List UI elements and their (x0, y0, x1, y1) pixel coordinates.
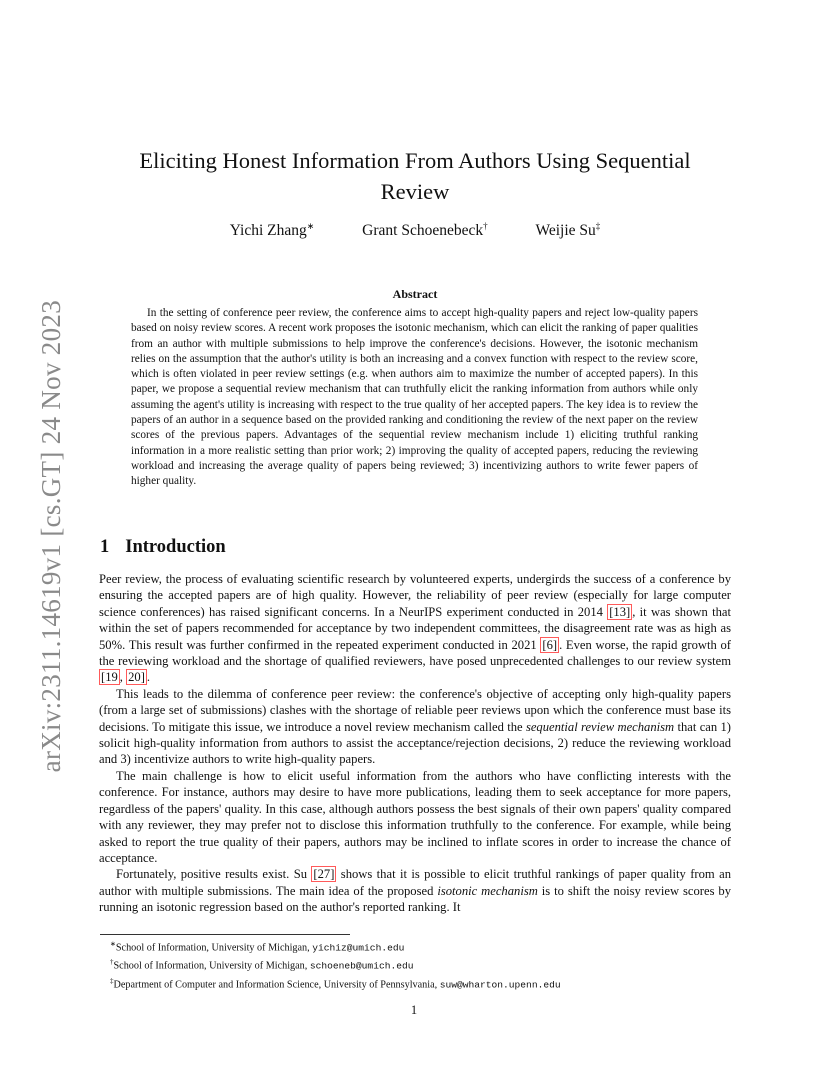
author-footnote-mark: ∗ (306, 221, 315, 231)
section-title: Introduction (125, 537, 226, 557)
abstract-text: In the setting of conference peer review, the conference aims to accept high-quality papers and reject low-quality papers based on noisy review scores. A recent work proposes the isotonic mechanism, which can elicit the ranking of paper qualities from an author with multiple submissions to help improve the conference's decisions. However, the isotonic mechanism relies on the assumption that the author's utility is both an increasing and a convex function with respect to the review score, which is often violated in peer review settings (e.g. when authors aim to maximize the number of accepted papers). In this paper, we propose a sequential review mechanism that can truthfully elicit the ranking information from authors while only assuming the agent's utility is increasing with respect to the true quality of her accepted papers. The key idea is to review the papers of an author in a sequence based on the provided ranking and conditioning the review of the next paper on the review scores of the previous papers. Advantages of the sequential review mechanism include 1) eliciting truthful ranking information in a more realistic setting than prior work; 2) improving the quality of accepted papers, reducing the reviewing workload and increasing the average quality of papers being reviewed; 3) incentivizing authors to write fewer papers of higher quality. (131, 307, 698, 488)
footnote-text: School of Information, University of Michigan, (113, 960, 310, 972)
author-2 (362, 222, 487, 239)
author-3 (535, 222, 600, 239)
footnotes (110, 937, 730, 992)
text-run: Peer review, the process of evaluating scientific research by volunteered experts, undergirds the success of a conference by ensuring the accepted papers are of high quality. However, the reliability of peer review (especially for large computer science conferences) has raised significant concerns. In a NeurIPS experiment conducted in 2014 (99, 572, 731, 619)
email-address: yichiz@umich.edu (312, 942, 405, 954)
footnote-mark: † (110, 958, 114, 967)
citation-link[interactable]: [27] (313, 867, 335, 882)
text-run: , (119, 670, 127, 685)
author-list (100, 221, 730, 240)
email-address: schoeneb@umich.edu (309, 960, 414, 972)
paragraph-3: The main challenge is how to elicit useful information from the authors who have conflicting interests with the conference. For instance, authors may desire to have more publications, leading them to seek acceptance for more papers, regardless of the papers' quality. In this case, although authors possess the best signals of their own papers' quality compared with any reviewer, they may prefer not to disclose this information truthfully to the conference. For example, while being asked to report the true quality of their papers, authors may be inclined to inflate scores in order to increase the chance of acceptance. (99, 768, 731, 865)
author-footnote-mark: † (483, 221, 488, 231)
text-run: shows that it is possible to elicit truthful rankings of paper quality from an author with multiple submissions. The main idea of the proposed (99, 867, 731, 898)
paper-title (100, 145, 730, 207)
text-run: that can 1) solicit high-quality information from authors to assist the acceptance/rejection decisions, 2) reduce the reviewing workload and 3) incentivize authors to write high-quality papers. (99, 719, 731, 767)
emphasis-term: sequential review mechanism (525, 719, 675, 734)
page-number: 1 (410, 1003, 418, 1017)
citation-link[interactable]: 20] (128, 670, 145, 685)
text-run: is to shift the noisy review scores by running an isotonic regression based on the author's reported ranking. It (99, 883, 732, 915)
footnote (110, 974, 730, 992)
citation-link[interactable]: [6] (542, 637, 558, 652)
title-line-2: Review (380, 179, 450, 204)
footnote (110, 955, 730, 973)
section-body (99, 571, 731, 916)
paragraph-4 (99, 866, 731, 915)
author-name: Yichi Zhang (229, 222, 307, 240)
text-run: . Even worse, the rapid growth of the reviewing workload and the shortage of qualified reviewers, have posed unprecedented challenges to our review system (99, 637, 731, 669)
section-heading (100, 537, 226, 558)
emphasis-term: isotonic mechanism (437, 883, 538, 898)
title-line-1: Eliciting Honest Information From Authors Using Sequential (139, 148, 691, 173)
citation-link[interactable]: [13] (609, 604, 631, 619)
abstract-heading: Abstract (392, 287, 438, 301)
paragraph-2 (99, 686, 731, 768)
author-1 (230, 222, 315, 239)
paragraph-1 (99, 571, 731, 686)
email-address: suw@wharton.upenn.edu (439, 979, 561, 991)
text-run: Fortunately, positive results exist. Su (116, 867, 312, 882)
citation-link[interactable]: [19 (101, 670, 118, 685)
footnote-text: Department of Computer and Information Science, University of Pennsylvania, (113, 979, 440, 991)
text-run: This leads to the dilemma of conference peer review: the conference's objective of accepting only high-quality papers (from a large set of submissions) clashes with the shortage of reliable peer reviews upon which the conference must base its decisions. To mitigate this issue, we introduce a novel review mechanism called the (99, 686, 731, 734)
author-name: Grant Schoenebeck (362, 222, 484, 240)
footnote-rule (100, 934, 350, 935)
text-run: , it was shown that within the set of papers recommended for acceptance by two independent committees, the disagreement rate was as high as 50%. This result was further confirmed in the repeated experiment conducted in 2021 (99, 604, 731, 652)
author-name: Weijie Su (535, 222, 596, 240)
section-number: 1 (100, 537, 110, 557)
footnote-text: School of Information, University of Michigan, (115, 942, 313, 954)
footnote-mark: ‡ (110, 976, 114, 985)
footnote-mark: ∗ (110, 940, 116, 948)
arxiv-identifier-stamp: arXiv:2311.14619v1 [cs.GT] 24 Nov 2023 (36, 300, 66, 773)
text-run: . (146, 670, 151, 685)
author-footnote-mark: ‡ (595, 221, 601, 231)
footnote (110, 937, 730, 955)
